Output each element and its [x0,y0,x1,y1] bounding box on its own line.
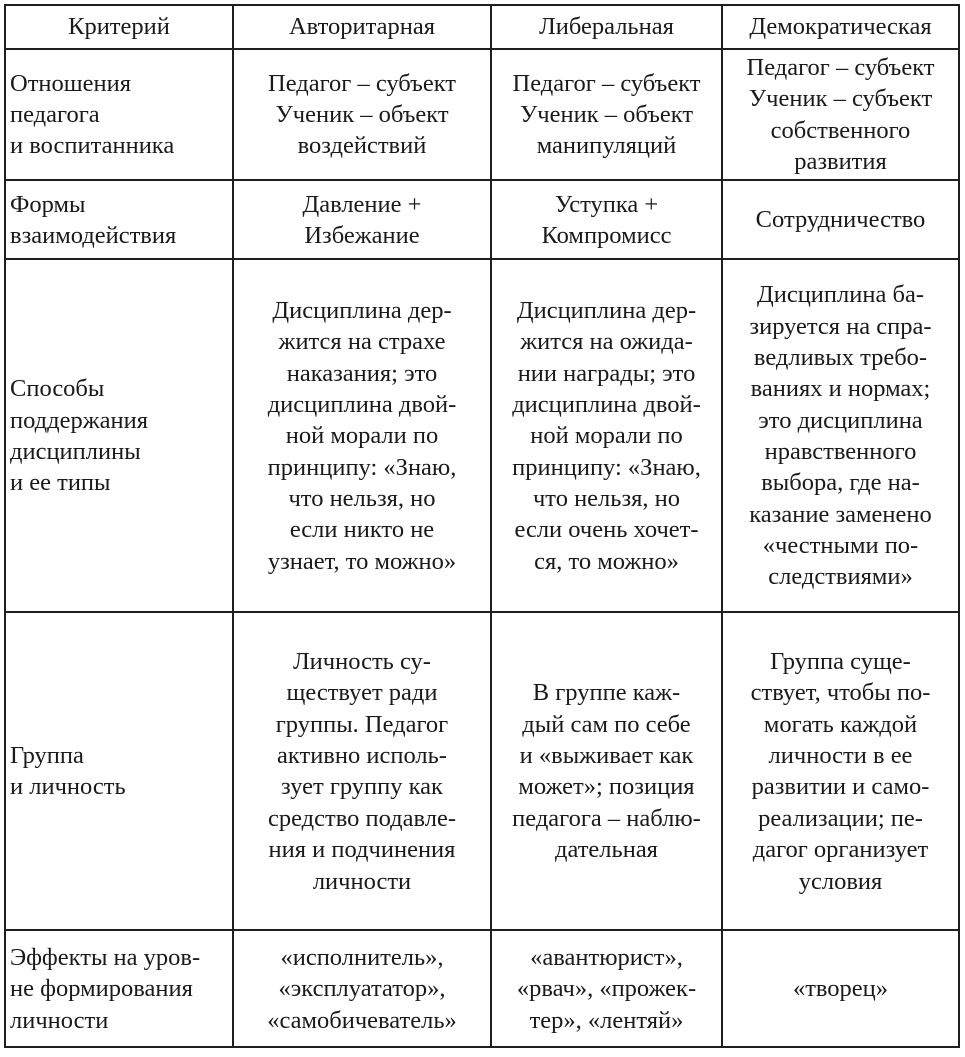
authoritarian-cell [233,49,491,180]
text-line: «эксплуататор», [278,975,446,1003]
text-line: зируется на спра- [749,312,932,340]
text-line: казание заменено [749,500,932,528]
text-line: Формы [10,190,86,218]
liberal-cell [491,49,722,180]
text-line: наказания; это [286,359,438,387]
header-democratic: Демократическая [722,5,959,49]
text-line: ствует, чтобы по- [750,679,931,707]
text-line: личности [10,1006,109,1034]
text-line: жится на страхе [278,328,446,356]
text-line: «исполнитель», [280,943,444,971]
header-criterion: Критерий [5,5,233,49]
text-line: ваниях и нормах; [750,375,931,403]
authoritarian-cell [233,180,491,259]
text-line: Уступка + [554,190,659,218]
criterion-cell [5,49,233,180]
table-row [5,180,959,259]
text-line: жится на ожида- [520,328,693,356]
liberal-cell [491,930,722,1047]
text-line: «авантюрист», [530,943,683,971]
text-line: если никто не [289,516,435,544]
comparison-table [4,4,960,1048]
criterion-cell [5,180,233,259]
text-line: педагога – наблю- [512,804,701,832]
text-line: Отношения [10,69,131,97]
text-line: принципу: «Знаю, [512,453,701,481]
text-line: дисциплина двой- [512,390,701,418]
table-row [5,612,959,930]
text-line: Ученик – объект [275,101,449,129]
text-line: Педагог – субъект [512,69,701,97]
text-line: ся, то можно» [534,547,679,575]
text-line: Дисциплина дер- [272,296,452,324]
text-line: средство подавле- [268,804,456,832]
text-line: может»; позиция [518,773,695,801]
text-line: «творец» [792,975,889,1003]
democratic-cell [722,930,959,1047]
text-line: ния и подчинения [268,836,456,864]
text-line: Способы [10,375,105,403]
text-line: что нельзя, но [532,484,681,512]
text-line: и «выживает как [519,742,694,770]
text-line: ществует ради [286,679,438,707]
text-line: ной морали по [285,422,439,450]
text-line: дисциплины [10,437,141,465]
democratic-cell [722,259,959,612]
democratic-cell [722,49,959,180]
text-line: «рвач», «прожек- [516,975,697,1003]
text-line: следствиями» [768,563,913,591]
text-line: развитии и само- [751,773,930,801]
authoritarian-cell [233,259,491,612]
text-line: это дисциплина [758,406,923,434]
text-line: личности [312,867,412,895]
header-row [5,5,959,49]
text-line: принципу: «Знаю, [267,453,457,481]
text-line: что нельзя, но [288,484,436,512]
text-line: дисциплина двой- [267,390,457,418]
liberal-cell [491,259,722,612]
text-line: условия [798,867,883,895]
text-line: выбора, где на- [761,469,920,497]
text-line: Сотрудничество [755,206,926,234]
table-row [5,259,959,612]
text-line: активно исполь- [277,742,447,770]
democratic-cell [722,612,959,930]
text-line: дагог организует [752,836,929,864]
criterion-cell [5,612,233,930]
text-line: взаимодействия [10,221,177,249]
table-row [5,49,959,180]
text-line: ной морали по [530,422,683,450]
democratic-cell [722,180,959,259]
text-line: зует группу как [281,773,443,801]
text-line: Давление + [302,190,422,218]
text-line: Группа суще- [770,648,911,675]
criterion-cell [5,259,233,612]
text-line: и личность [10,773,126,801]
text-line: Ученик – объект [519,101,694,129]
liberal-cell [491,180,722,259]
text-line: Эффекты на уров- [10,943,201,971]
text-line: манипуляций [536,132,677,160]
text-line: нии награды; это [517,359,696,387]
text-line: Дисциплина дер- [516,296,697,324]
text-line: нравственного [764,437,917,465]
authoritarian-cell [233,930,491,1047]
text-line: В группе каж- [532,679,681,707]
text-line: Личность су- [293,648,431,675]
header-liberal: Либеральная [491,5,722,49]
text-line: и воспитанника [10,132,175,160]
authoritarian-cell [233,612,491,930]
text-line: Группа [10,742,84,770]
text-line: если очень хочет- [514,516,699,544]
text-line: реализации; пе- [758,804,923,832]
table-row [5,930,959,1047]
text-line: «честными по- [762,532,919,560]
text-line: дый сам по себе [522,710,691,738]
text-line: воздействий [297,132,427,160]
text-line: дательная [555,836,658,864]
text-line: поддержания [10,406,149,434]
text-line: Избежание [304,221,420,249]
text-line: развития [794,148,887,176]
text-line: группы. Педагог [275,710,449,738]
text-line: и ее типы [10,469,111,497]
text-line: педагога [10,101,100,129]
liberal-cell [491,612,722,930]
text-line: тер», «лентяй» [529,1006,684,1034]
criterion-cell [5,930,233,1047]
text-line: могать каждой [763,710,918,738]
text-line: Дисциплина ба- [757,281,924,309]
text-line: узнает, то можно» [267,547,457,575]
header-authoritarian: Авторитарная [233,5,491,49]
text-line: не формирования [10,975,193,1003]
text-line: ведливых требо- [753,343,928,371]
text-line: Ученик – субъект [748,85,933,113]
text-line: Компромисс [541,221,672,249]
text-line: Педагог – субъект [746,54,935,81]
text-line: Педагог – субъект [268,69,456,97]
text-line: «самобичеватель» [267,1006,457,1034]
text-line: собственного [770,116,911,144]
text-line: личности в ее [768,742,913,770]
